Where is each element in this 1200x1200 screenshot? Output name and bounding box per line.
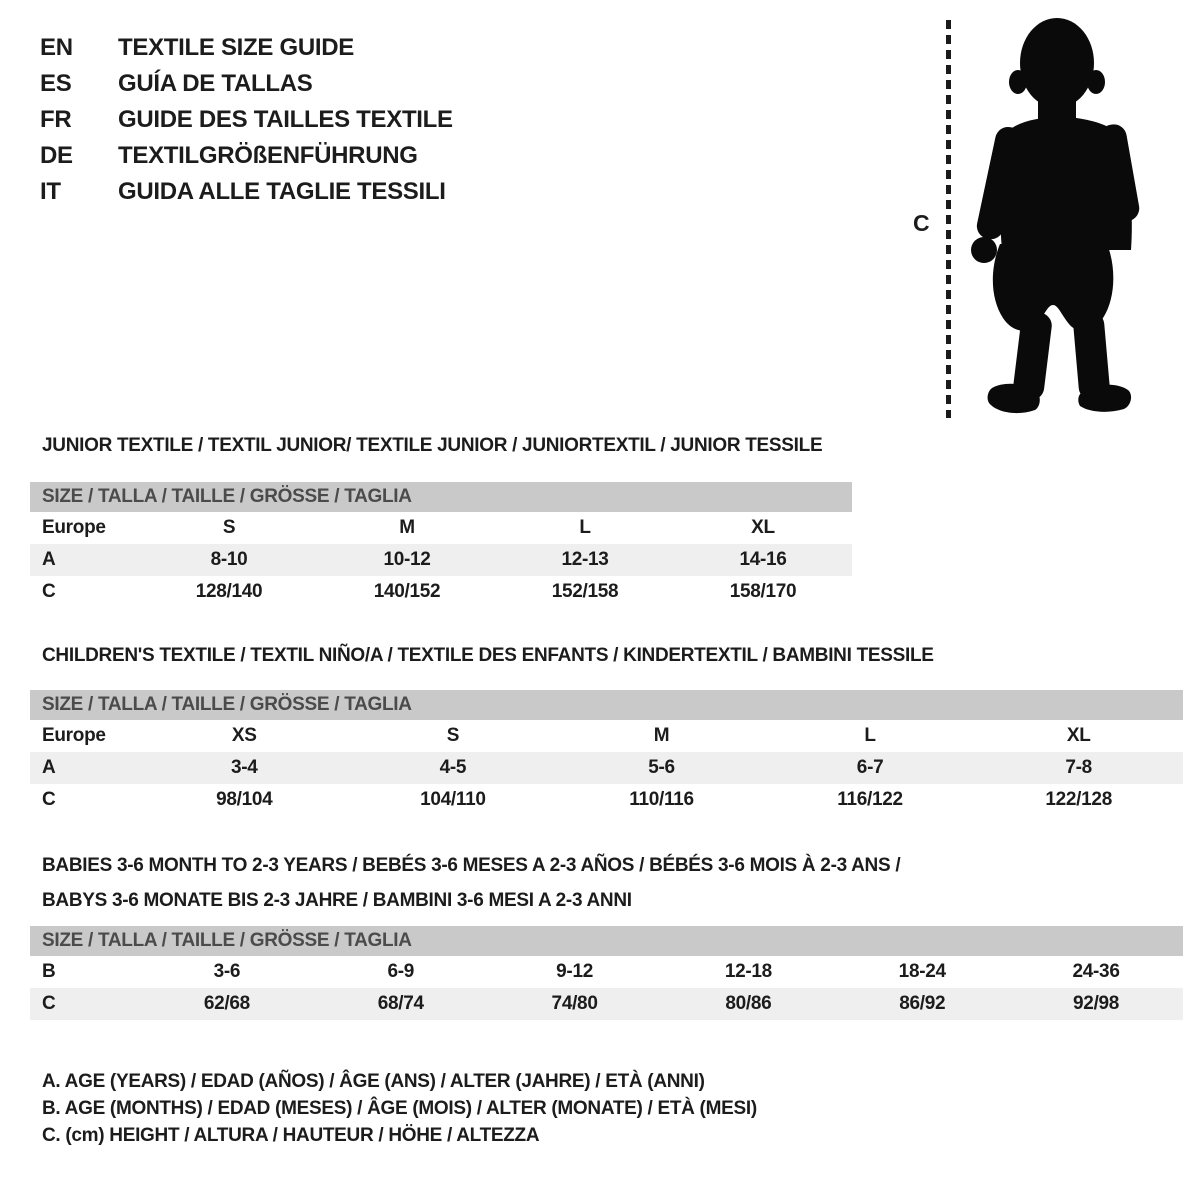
table-header-size: SIZE / TALLA / TAILLE / GRÖSSE / TAGLIA xyxy=(30,482,852,512)
guide-title-es: GUÍA DE TALLAS xyxy=(118,70,313,97)
language-code: FR xyxy=(40,106,72,133)
table-cell: 62/68 xyxy=(203,993,250,1014)
figure-area xyxy=(900,0,1200,432)
row-label: Europe xyxy=(42,725,106,746)
section-title-junior: JUNIOR TEXTILE / TEXTIL JUNIOR/ TEXTILE JUNIOR / JUNIORTEXTIL / JUNIOR TESSILE xyxy=(42,435,823,456)
row-label: Europe xyxy=(42,517,106,538)
table-cell: M xyxy=(399,517,415,538)
table-cell: 3-4 xyxy=(231,757,258,778)
table-cell: 68/74 xyxy=(377,993,424,1014)
table-cell: 4-5 xyxy=(439,757,467,778)
language-code: EN xyxy=(40,34,73,61)
table-cell: L xyxy=(864,725,876,746)
row-label: A xyxy=(42,549,56,570)
guide-title-it: GUIDA ALLE TAGLIE TESSILI xyxy=(118,178,446,205)
legend-age-months: B. AGE (MONTHS) / EDAD (MESES) / ÂGE (MOIS) / ALTER (MONATE) / ETÀ (MESI) xyxy=(42,1098,757,1119)
table-header-size: SIZE / TALLA / TAILLE / GRÖSSE / TAGLIA xyxy=(30,690,1183,720)
language-code: DE xyxy=(40,142,73,169)
row-label: C xyxy=(42,789,56,810)
table-cell: 12-18 xyxy=(724,961,772,982)
table-cell: 128/140 xyxy=(195,581,263,602)
table-row-age-months xyxy=(30,956,1183,988)
table-cell: 122/128 xyxy=(1045,789,1112,810)
table-cell: XS xyxy=(231,725,257,746)
table-row-height xyxy=(30,576,852,608)
table-row-europe xyxy=(30,720,1183,752)
table-header-size: SIZE / TALLA / TAILLE / GRÖSSE / TAGLIA xyxy=(30,926,1183,956)
guide-title-fr: GUIDE DES TAILLES TEXTILE xyxy=(118,106,453,133)
legend-age-years: A. AGE (YEARS) / EDAD (AÑOS) / ÂGE (ANS) / ALTER (JAHRE) / ETÀ (ANNI) xyxy=(42,1071,705,1092)
row-label: C xyxy=(42,581,56,602)
table-cell: 104/110 xyxy=(420,789,486,810)
legend-height-cm: C. (cm) HEIGHT / ALTURA / HAUTEUR / HÖHE / ALTEZZA xyxy=(42,1125,540,1146)
row-label: C xyxy=(42,993,56,1014)
language-row-it xyxy=(40,174,453,210)
table-cell: 116/122 xyxy=(837,789,903,810)
section-title-children: CHILDREN'S TEXTILE / TEXTIL NIÑO/A / TEXTILE DES ENFANTS / KINDERTEXTIL / BAMBINI TESSILE xyxy=(42,645,934,666)
table-cell: 9-12 xyxy=(556,961,593,982)
table-cell: 10-12 xyxy=(383,549,431,570)
table-cell: 6-9 xyxy=(387,961,415,982)
table-cell: 74/80 xyxy=(551,993,598,1014)
row-label: A xyxy=(42,757,56,778)
language-code: IT xyxy=(40,178,61,205)
language-row-fr xyxy=(40,102,453,138)
table-cell: 6-7 xyxy=(856,757,884,778)
table-cell: 158/170 xyxy=(729,581,797,602)
table-cell: 8-10 xyxy=(210,549,248,570)
table-cell: 140/152 xyxy=(373,581,441,602)
table-cell: 110/116 xyxy=(629,789,694,810)
guide-title-en: TEXTILE SIZE GUIDE xyxy=(118,34,354,61)
section-title-babies xyxy=(42,848,900,918)
table-cell: 24-36 xyxy=(1072,961,1120,982)
table-cell: 5-6 xyxy=(648,757,675,778)
language-row-de xyxy=(40,138,453,174)
language-row-es xyxy=(40,66,453,102)
guide-title-de: TEXTILGRÖßENFÜHRUNG xyxy=(118,142,418,169)
table-cell: S xyxy=(446,725,460,746)
table-row-height xyxy=(30,784,1183,816)
table-cell: 152/158 xyxy=(551,581,619,602)
table-cell: 98/104 xyxy=(216,789,273,810)
table-cell: M xyxy=(653,725,670,746)
table-cell: XL xyxy=(1066,725,1091,746)
children-size-table xyxy=(30,690,1183,816)
table-cell: 14-16 xyxy=(739,549,787,570)
table-cell: 80/86 xyxy=(725,993,772,1014)
toddler-silhouette-icon xyxy=(900,0,1200,432)
language-code: ES xyxy=(40,70,72,97)
table-cell: 18-24 xyxy=(898,961,946,982)
table-row-europe xyxy=(30,512,852,544)
table-cell: 92/98 xyxy=(1073,993,1120,1014)
height-measure-label: C xyxy=(913,210,930,236)
table-cell: 86/92 xyxy=(899,993,946,1014)
table-cell: L xyxy=(579,517,591,538)
babies-size-table xyxy=(30,926,1183,1020)
row-label: B xyxy=(42,961,56,982)
table-row-age-years xyxy=(30,752,1183,784)
legend xyxy=(42,1068,757,1149)
language-title-list xyxy=(40,30,453,210)
section-title-babies-line2: BABYS 3-6 MONATE BIS 2-3 JAHRE / BAMBINI 3-6 MESI A 2-3 ANNI xyxy=(42,890,632,911)
table-row-age-years xyxy=(30,544,852,576)
table-cell: XL xyxy=(751,517,775,538)
table-row-height xyxy=(30,988,1183,1020)
table-cell: 3-6 xyxy=(213,961,241,982)
table-cell: S xyxy=(222,517,236,538)
section-title-babies-line1: BABIES 3-6 MONTH TO 2-3 YEARS / BEBÉS 3-6 MESES A 2-3 AÑOS / BÉBÉS 3-6 MOIS À 2-3 ANS / xyxy=(42,855,901,876)
junior-size-table xyxy=(30,482,852,608)
table-cell: 12-13 xyxy=(561,549,609,570)
language-row-en xyxy=(40,30,453,66)
table-cell: 7-8 xyxy=(1065,757,1092,778)
